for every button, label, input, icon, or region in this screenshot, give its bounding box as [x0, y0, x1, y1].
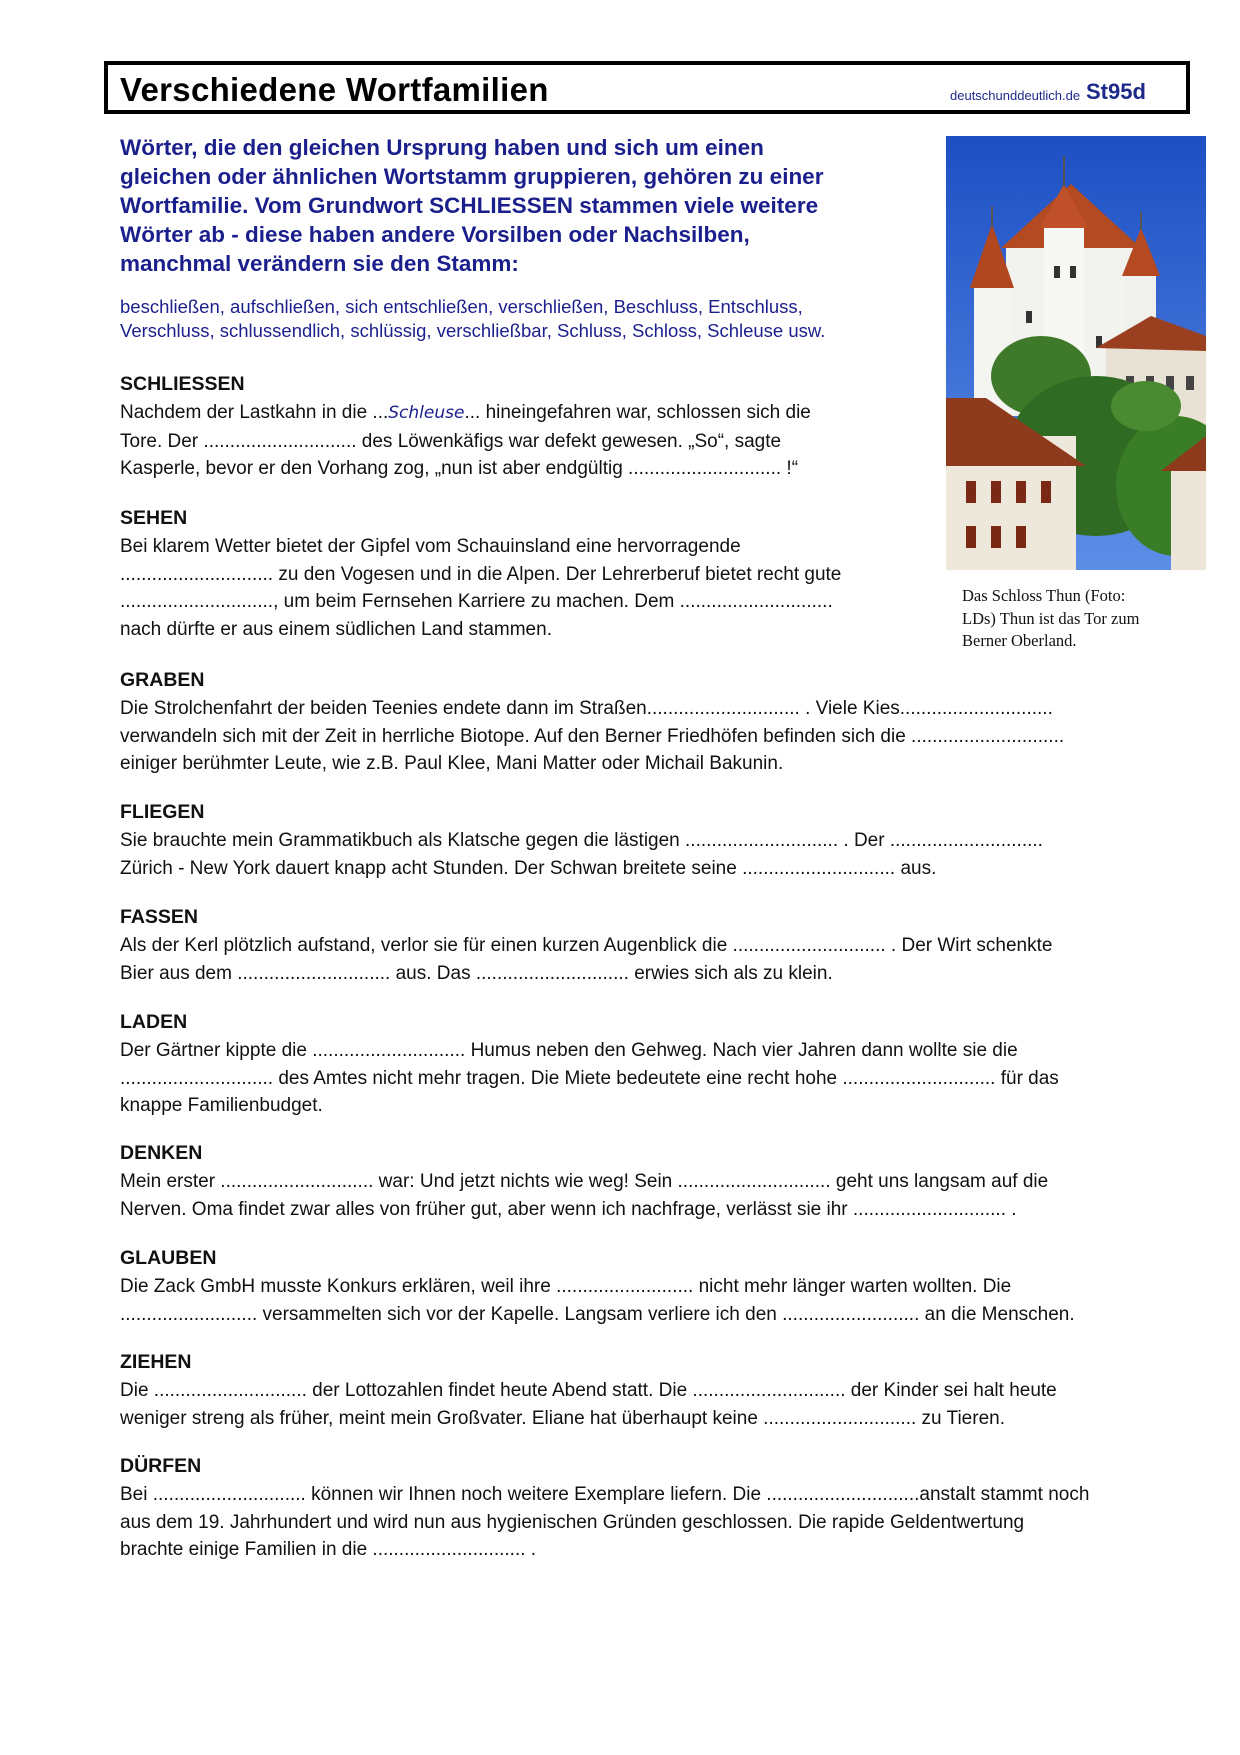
section-graben — [120, 667, 1064, 778]
word-list-line: beschließen, aufschließen, sich entschließen, verschließen, Beschluss, Entschluss, — [120, 296, 803, 317]
intro-line: Wörter, die den gleichen Ursprung haben und sich um einen — [120, 135, 764, 160]
exercise-line: Bei klarem Wetter bietet der Gipfel vom Schauinsland eine hervorragende — [120, 536, 741, 557]
exercise-line: Sie brauchte mein Grammatikbuch als Klatsche gegen die lästigen ............................. . Der ............................. — [120, 830, 1043, 851]
intro-line: Wörter ab - diese haben andere Vorsilben oder Nachsilben, — [120, 222, 750, 247]
exercise-line: Mein erster ............................. war: Und jetzt nichts wie weg! Sein ............................. geht uns langsam auf die — [120, 1171, 1049, 1192]
exercise-line: Bier aus dem ............................. aus. Das ............................. erwies sich als zu klein. — [120, 962, 833, 984]
exercise-line: Der Gärtner kippte die ............................. Humus neben den Gehweg. Nach vier Jahren dann wollte sie die — [120, 1040, 1018, 1061]
section-laden — [120, 1009, 1059, 1120]
exercise-line: Die Strolchenfahrt der beiden Teenies endete dann im Straßen............................. . Viele Kies............................. — [120, 698, 1053, 719]
intro-text — [120, 133, 940, 278]
worksheet-code: St95d — [1086, 79, 1146, 104]
section-schliessen — [120, 371, 811, 483]
section-denken — [120, 1140, 1048, 1223]
exercise-line: aus dem 19. Jahrhundert und wird nun aus hygienischen Gründen geschlossen. Die rapide Geldentwertung — [120, 1511, 1025, 1533]
page-title: Verschiedene Wortfamilien — [120, 71, 549, 108]
exercise-line: .......................... versammelten sich vor der Kapelle. Langsam verliere ich den .......................... an die Menschen. — [120, 1303, 1075, 1325]
caption-line: Berner Oberland. — [962, 631, 1077, 650]
exercise-line: knappe Familienbudget. — [120, 1095, 323, 1116]
section-duerfen — [120, 1453, 1089, 1564]
exercise-line: Die ............................. der Lottozahlen findet heute Abend statt. Die ............................. der Kinder sei halt heute — [120, 1380, 1057, 1401]
caption-line: LDs) Thun ist das Tor zum — [962, 608, 1140, 628]
exercise-line: nach dürfte er aus einem südlichen Land stammen. — [120, 618, 552, 640]
line-text: ... hineingefahren war, schlossen sich die — [464, 402, 811, 423]
exercise-line: Tore. Der ............................. des Löwenkäfigs war defekt gewesen. „So“, sagte — [120, 430, 782, 452]
section-heading: DENKEN — [120, 1142, 203, 1164]
exercise-line: Als der Kerl plötzlich aufstand, verlor sie für einen kurzen Augenblick die ............................. . Der Wirt schenkte — [120, 935, 1053, 956]
line-text: Nachdem der Lastkahn in die ... — [120, 402, 389, 423]
exercise-line: einiger berühmter Leute, wie z.B. Paul Klee, Mani Matter oder Michail Bakunin. — [120, 753, 784, 774]
caption-line: Das Schloss Thun (Foto: — [962, 586, 1126, 605]
exercise-line: ............................. zu den Vogesen und in die Alpen. Der Lehrerberuf bietet recht gute — [120, 563, 842, 585]
section-fliegen — [120, 799, 1043, 882]
exercise-line: Kasperle, bevor er den Vorhang zog, „nun ist aber endgültig ............................. !“ — [120, 458, 799, 479]
section-fassen — [120, 904, 1052, 987]
intro-line: gleichen oder ähnlichen Wortstamm gruppieren, gehören zu einer — [120, 164, 824, 189]
section-heading: DÜRFEN — [120, 1455, 202, 1477]
section-heading: ZIEHEN — [120, 1351, 192, 1373]
header-box — [104, 61, 1190, 114]
section-heading: GRABEN — [120, 669, 205, 691]
exercise-line: Zürich - New York dauert knapp acht Stunden. Der Schwan breitete seine ............................. aus. — [120, 857, 937, 879]
section-heading: FASSEN — [120, 906, 199, 928]
castle-photo — [946, 136, 1206, 570]
exercise-line: Bei ............................. können wir Ihnen noch weitere Exemplare liefern. Die .............................anstalt stammt noch — [120, 1484, 1090, 1505]
exercise-line: brachte einige Familien in die ............................. . — [120, 1539, 537, 1560]
section-heading: SCHLIESSEN — [120, 373, 245, 395]
exercise-line: Die Zack GmbH musste Konkurs erklären, weil ihre .......................... nicht mehr länger warten wollten. Die — [120, 1276, 1012, 1297]
word-family-list — [120, 295, 950, 343]
photo-caption — [962, 585, 1187, 653]
site-name: deutschunddeutlich.de — [950, 88, 1081, 103]
exercise-line: weniger streng als früher, meint mein Großvater. Eliane hat überhaupt keine ............................. zu Tieren. — [120, 1407, 1005, 1429]
intro-line: Wortfamilie. Vom Grundwort SCHLIESSEN stammen viele weitere — [120, 193, 819, 218]
exercise-line: ............................. des Amtes nicht mehr tragen. Die Miete bedeutete eine recht hohe ............................. für das — [120, 1067, 1059, 1089]
example-answer: Schleuse — [388, 403, 465, 423]
exercise-line: ............................., um beim Fernsehen Karriere zu machen. Dem ............................. — [120, 591, 833, 612]
section-heading: LADEN — [120, 1011, 188, 1033]
exercise-line: Nerven. Oma findet zwar alles von früher gut, aber wenn ich nachfrage, verlässt sie ihr ............................. . — [120, 1198, 1017, 1220]
section-heading: FLIEGEN — [120, 801, 205, 823]
section-glauben — [120, 1245, 1075, 1328]
exercise-line — [120, 399, 811, 428]
section-ziehen — [120, 1349, 1057, 1432]
section-heading: GLAUBEN — [120, 1247, 217, 1269]
section-heading: SEHEN — [120, 507, 188, 529]
exercise-line: verwandeln sich mit der Zeit in herrliche Biotope. Auf den Berner Friedhöfen befinden sich die ............................. — [120, 725, 1065, 747]
section-sehen — [120, 505, 841, 643]
word-list-line: Verschluss, schlussendlich, schlüssig, verschließbar, Schluss, Schloss, Schleuse usw. — [120, 320, 826, 341]
intro-line: manchmal verändern sie den Stamm: — [120, 251, 519, 276]
